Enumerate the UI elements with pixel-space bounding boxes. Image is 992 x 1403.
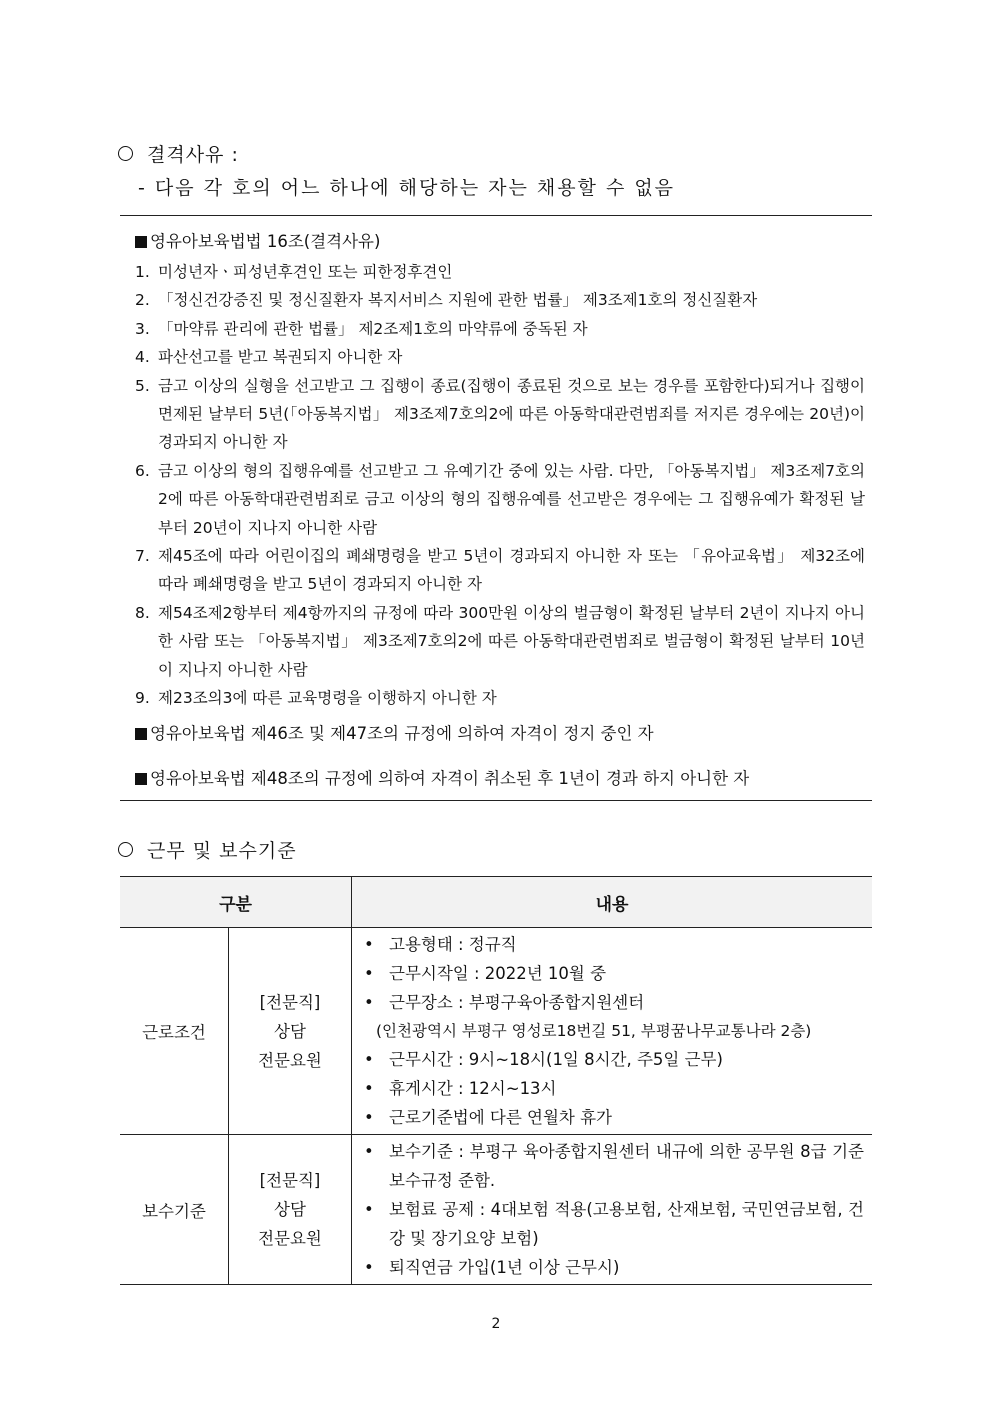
box-bottom-rule [120,800,872,801]
header-category: 구분 [120,877,352,928]
revocation-rule [135,765,749,789]
square-bullet-icon [135,236,147,248]
list-item: • 고용형태 : 정규직 [364,930,864,959]
list-item [135,599,865,684]
circle-bullet-icon [118,146,133,161]
square-bullet-icon [135,728,147,740]
item-text: 금고 이상의 실형을 선고받고 그 집행이 종료(집행이 종료된 것으로 보는 경우를 포함한다)되거나 집행이 면제된 날부터 5년(「아동복지법」 제3조제7호의2에 따른 아동학대관련범죄를 저지른 경우에는 20년)이 경과되지 아니한 자 [158,376,865,452]
box-title [135,228,865,252]
row-category: 근로조건 [120,928,229,1135]
row-role [229,1135,352,1285]
revocation-rule-text: 영유아보육법 제48조의 규정에 의하여 자격이 취소된 후 1년이 경과 하지 아니한 자 [150,769,750,788]
list-item: • 보수기준 : 부평구 육아종합지원센터 내규에 의한 공무원 8급 기준 보수규정 준함. [364,1137,864,1195]
role-line: [전문직] [259,1171,321,1190]
table-row [120,1135,872,1285]
list-item [135,258,865,286]
role-line: 상담 [274,1021,306,1041]
section-heading-disqualification [118,140,239,167]
pay-list [364,1137,864,1282]
box-title-text: 영유아보육법법 16조(결격사유) [150,232,381,251]
item-number: 5. [135,376,150,395]
role-line: 상담 [274,1200,306,1219]
section-title: 근무 및 보수기준 [147,840,297,862]
row-category: 보수기준 [120,1135,229,1285]
role-line: 전문요원 [258,1229,322,1248]
item-text: 「정신건강증진 및 정신질환자 복지서비스 지원에 관한 법률」 제3조제1호의 정신질환자 [158,291,758,310]
list-item [135,343,865,371]
address-note: (인천광역시 부평구 영성로18번길 51, 부평꿈나무교통나라 2층) [376,1022,812,1040]
item-number: 3. [135,319,150,338]
table-header-row [120,877,872,928]
item-text: 제54조제2항부터 제4항까지의 규정에 따라 300만원 이상의 벌금형이 확정된 날부터 2년이 지나지 아니한 사람 또는 「아동복지법」 제3조제7호의2에 따른 아동학대관련범죄로 벌금형이 확정된 날부터 10년이 지나지 아니한 사람 [158,603,865,679]
item-number: 9. [135,689,150,708]
list-item [135,684,865,712]
item-number: 6. [135,461,150,480]
disqualification-box [135,228,865,713]
item-number: 8. [135,603,150,622]
header-content: 내용 [352,877,873,928]
list-item [135,286,865,314]
item-text: 금고 이상의 형의 집행유예를 선고받고 그 유예기간 중에 있는 사람. 다만, 「아동복지법」 제3조제7호의2에 따른 아동학대관련범죄로 금고 이상의 형의 집행유예를 선고받은 경우에는 그 집행유예가 확정된 날부터 20년이 지나지 아니한 사람 [158,461,865,537]
item-text: 「마약류 관리에 관한 법률」 제2조제1호의 마약류에 중독된 자 [158,319,588,338]
section-subline: - 다음 각 호의 어느 하나에 해당하는 자는 채용할 수 없음 [138,177,676,199]
row-content [352,1135,873,1285]
list-item [135,372,865,457]
page-number: 2 [491,1316,501,1332]
item-number: 4. [135,348,150,367]
conditions-list [364,930,864,1132]
list-item [135,315,865,343]
item-text: 제45조에 따라 어린이집의 폐쇄명령을 받고 5년이 경과되지 아니한 자 또는 「유아교육법」 제32조에 따라 폐쇄명령을 받고 5년이 경과되지 아니한 자 [158,547,865,594]
item-number: 1. [135,263,150,281]
list-item: • 근무시간 : 9시~18시(1일 8시간, 주5일 근무) [364,1045,864,1074]
list-item: • 퇴직연금 가입(1년 이상 근무시) [364,1253,864,1282]
list-item: • 휴게시간 : 12시~13시 [364,1074,864,1103]
work-conditions-table [120,876,872,1285]
list-item: • 근로기준법에 다른 연월차 휴가 [364,1103,864,1132]
role-line: [전문직] [259,992,321,1012]
item-number: 2. [135,291,150,310]
suspension-rule-text: 영유아보육법 제46조 및 제47조의 규정에 의하여 자격이 정지 중인 자 [150,724,654,743]
circle-bullet-icon [118,842,133,857]
section-heading-work-conditions [118,836,297,863]
disqualification-list [135,258,865,713]
list-item [135,457,865,542]
list-item: • 근무장소 : 부평구육아종합지원센터 [364,988,864,1017]
square-bullet-icon [135,773,147,785]
list-item [135,542,865,599]
list-item: • 근무시작일 : 2022년 10월 중 [364,959,864,988]
box-top-rule [120,215,872,216]
item-text: 파산선고를 받고 복권되지 아니한 자 [158,348,403,367]
item-text: 제23조의3에 따른 교육명령을 이행하지 아니한 자 [158,689,497,708]
section-title: 결격사유 : [147,144,239,166]
item-text: 미성년자ㆍ피성년후견인 또는 피한정후견인 [158,263,453,281]
role-line: 전문요원 [258,1050,322,1070]
row-content [352,928,873,1135]
list-item: • 보험료 공제 : 4대보험 적용(고용보험, 산재보험, 국민연금보험, 건강 및 장기요양 보험) [364,1195,864,1253]
row-role [229,928,352,1135]
table-row [120,928,872,1135]
item-number: 7. [135,547,150,566]
suspension-rule [135,720,654,744]
